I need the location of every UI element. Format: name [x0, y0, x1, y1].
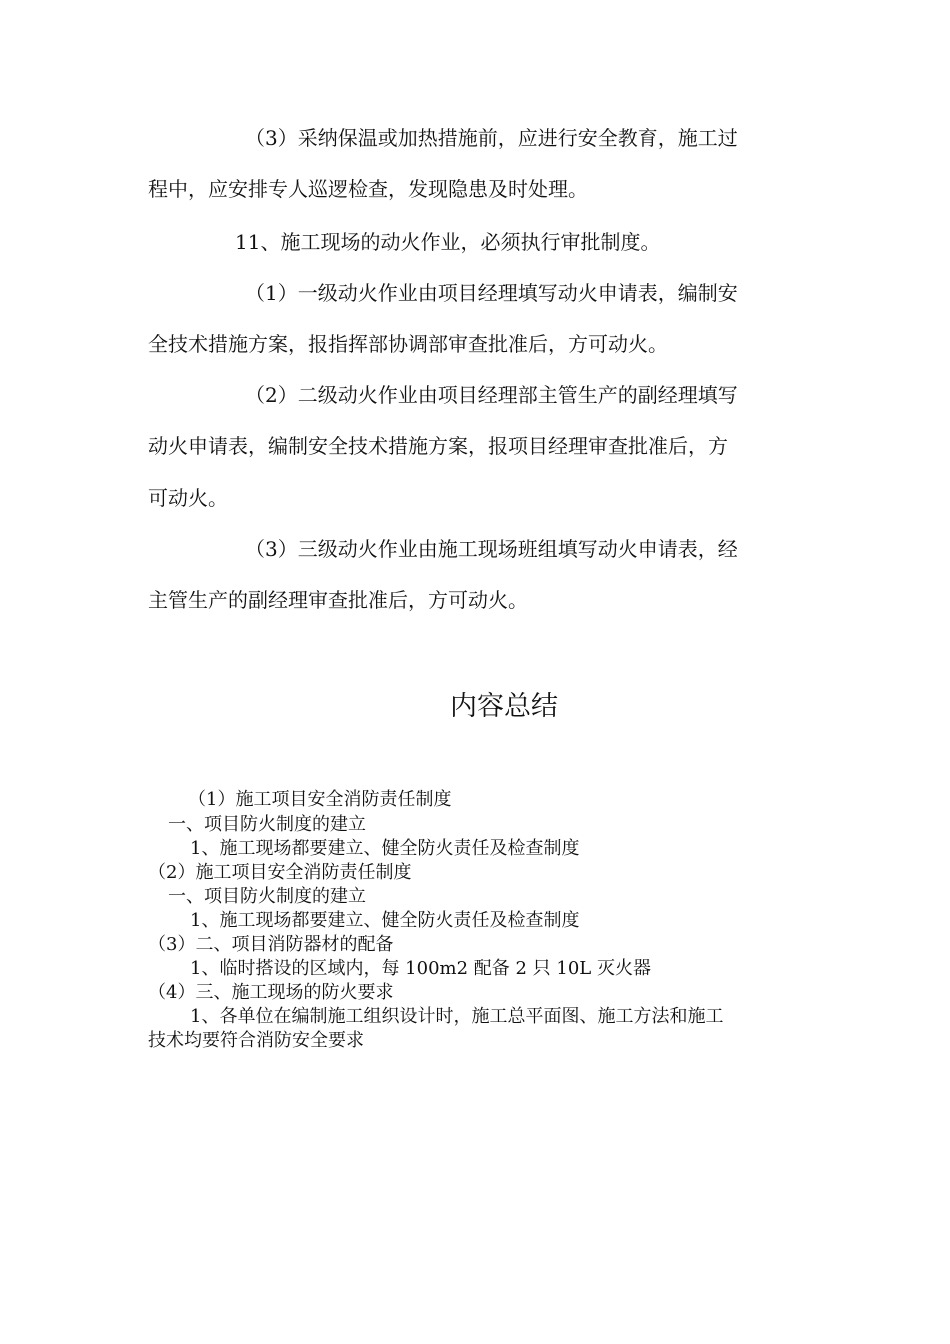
- summary-line: （2）施工项目安全消防责任制度: [148, 862, 412, 883]
- summary-line: 1、施工现场都要建立、健全防火责任及检查制度: [190, 838, 580, 859]
- summary-line: （3）二、项目消防器材的配备: [148, 934, 394, 955]
- summary-line: 1、施工现场都要建立、健全防火责任及检查制度: [190, 910, 580, 931]
- paragraph-line: （3）采纳保温或加热措施前，应进行安全教育，施工过: [245, 126, 738, 150]
- summary-line: 技术均要符合消防安全要求: [148, 1030, 364, 1051]
- summary-line: （4）三、施工现场的防火要求: [148, 982, 394, 1003]
- paragraph-line: 可动火。: [148, 486, 228, 510]
- summary-line: 一、项目防火制度的建立: [168, 814, 366, 835]
- paragraph-line: 动火申请表，编制安全技术措施方案，报项目经理审查批准后，方: [148, 434, 728, 458]
- summary-line: （1）施工项目安全消防责任制度: [188, 789, 452, 810]
- paragraph-line: （3）三级动火作业由施工现场班组填写动火申请表，经: [245, 537, 738, 561]
- summary-line: 1、临时搭设的区域内，每 100m2 配备 2 只 10L 灭火器: [190, 958, 651, 979]
- summary-title: 内容总结: [450, 691, 558, 722]
- paragraph-line: （1）一级动火作业由项目经理填写动火申请表，编制安: [245, 281, 738, 305]
- paragraph-line: 主管生产的副经理审查批准后，方可动火。: [148, 588, 528, 612]
- summary-line: 一、项目防火制度的建立: [168, 886, 366, 907]
- paragraph-line: （2）二级动火作业由项目经理部主管生产的副经理填写: [245, 383, 738, 407]
- summary-line: 1、各单位在编制施工组织设计时，施工总平面图、施工方法和施工: [190, 1006, 724, 1027]
- paragraph-line: 11、施工现场的动火作业，必须执行审批制度。: [235, 230, 661, 254]
- paragraph-line: 全技术措施方案，报指挥部协调部审查批准后，方可动火。: [148, 332, 668, 356]
- paragraph-line: 程中，应安排专人巡逻检查，发现隐患及时处理。: [148, 177, 588, 201]
